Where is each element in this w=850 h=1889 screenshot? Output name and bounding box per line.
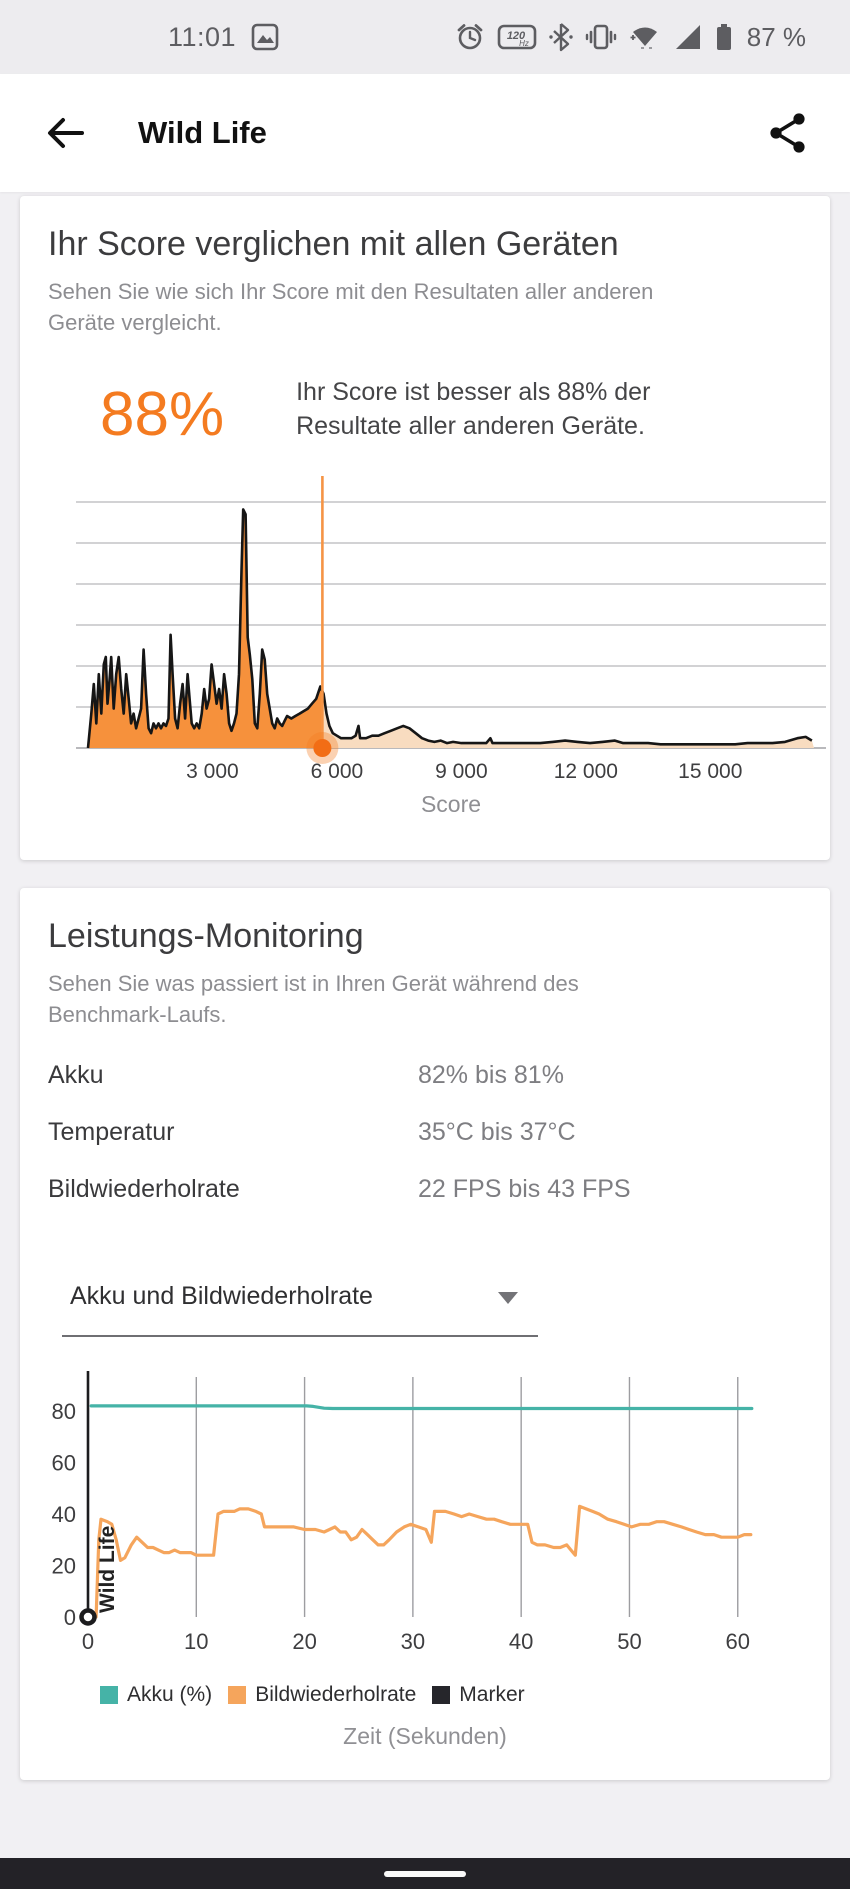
stat-row-akku	[48, 1061, 802, 1118]
legend-label: Marker	[459, 1682, 525, 1706]
svg-text:10: 10	[184, 1628, 209, 1654]
score-card-subtitle: Sehen Sie wie sich Ihr Score mit den Resultaten aller anderen Geräte vergleicht.	[48, 278, 654, 335]
wifi-icon	[629, 22, 661, 52]
legend-item-bildwiederholrate	[228, 1683, 416, 1707]
score-comparison-card	[20, 196, 830, 860]
svg-text:80: 80	[51, 1398, 76, 1424]
stat-value: 22 FPS bis 43 FPS	[418, 1174, 631, 1203]
share-button[interactable]	[768, 111, 808, 155]
home-indicator[interactable]	[384, 1871, 466, 1877]
legend-item-marker	[432, 1683, 524, 1707]
battery-percent-text: 87 %	[746, 21, 806, 52]
stat-label: Temperatur	[48, 1117, 175, 1146]
back-button[interactable]	[42, 110, 88, 156]
clock-time: 11:01	[168, 21, 237, 52]
svg-text:60: 60	[51, 1450, 76, 1476]
legend-item-akku	[100, 1683, 212, 1707]
score-distribution-chart	[48, 472, 802, 840]
x-axis-caption: Zeit (Sekunden)	[343, 1722, 507, 1749]
monitoring-stats	[48, 1061, 802, 1232]
bluetooth-icon	[549, 22, 573, 52]
svg-text:50: 50	[617, 1628, 642, 1654]
svg-text:Hz: Hz	[518, 39, 529, 48]
legend-label: Akku (%)	[127, 1682, 213, 1706]
score-card-title: Ihr Score verglichen mit allen Geräten	[48, 225, 619, 263]
svg-text:60: 60	[725, 1628, 750, 1654]
legend-swatch-teal	[100, 1686, 118, 1704]
alarm-icon	[455, 22, 485, 52]
monitoring-line-chart	[48, 1363, 802, 1681]
svg-text:Wild Life: Wild Life	[96, 1525, 119, 1613]
percentile-description: Ihr Score ist besser als 88% der Resultate aller anderen Geräte.	[296, 378, 651, 440]
svg-text:6 000: 6 000	[310, 760, 364, 784]
percentile-value: 88%	[100, 380, 225, 450]
stat-label: Bildwiederholrate	[48, 1174, 240, 1203]
battery-icon	[715, 22, 733, 52]
vibrate-icon	[585, 22, 617, 52]
navigation-bar	[0, 1858, 850, 1889]
status-bar	[0, 0, 850, 74]
stat-label: Akku	[48, 1060, 104, 1089]
monitoring-card-title: Leistungs-Monitoring	[48, 917, 364, 956]
metric-select-dropdown[interactable]	[62, 1278, 538, 1337]
svg-text:0: 0	[81, 1628, 95, 1654]
svg-text:40: 40	[508, 1628, 534, 1654]
stat-value: 35°C bis 37°C	[418, 1117, 576, 1146]
legend-swatch-orange	[228, 1686, 246, 1704]
dropdown-selected-value: Akku und Bildwiederholrate	[70, 1281, 373, 1310]
svg-text:15 000: 15 000	[678, 760, 743, 784]
svg-text:0: 0	[63, 1604, 76, 1630]
stat-row-bildwiederholrate	[48, 1175, 802, 1232]
monitoring-card-subtitle: Sehen Sie was passiert ist in Ihren Gerät während des Benchmark-Laufs.	[48, 971, 579, 1027]
legend-swatch-black	[432, 1686, 450, 1704]
svg-text:12 000: 12 000	[553, 760, 618, 784]
refresh-rate-120hz-icon	[497, 22, 537, 52]
svg-text:40: 40	[51, 1501, 76, 1527]
cellular-signal-icon	[673, 22, 703, 52]
stat-row-temperatur	[48, 1118, 802, 1175]
svg-text:120: 120	[506, 30, 525, 42]
performance-monitoring-card	[20, 888, 830, 1779]
svg-text:3 000: 3 000	[186, 760, 239, 784]
svg-text:20: 20	[292, 1628, 317, 1654]
stat-value: 82% bis 81%	[418, 1060, 564, 1089]
svg-text:20: 20	[51, 1553, 76, 1579]
app-bar	[0, 74, 850, 192]
svg-text:30: 30	[400, 1628, 426, 1654]
legend-label: Bildwiederholrate	[255, 1682, 417, 1706]
percentile-row	[48, 376, 802, 450]
svg-text:Score: Score	[420, 791, 482, 818]
photo-notification-icon	[250, 22, 280, 52]
svg-text:9 000: 9 000	[435, 760, 488, 784]
chevron-down-icon	[498, 1292, 518, 1304]
page-title: Wild Life	[138, 115, 267, 150]
chart-legend	[100, 1683, 802, 1707]
